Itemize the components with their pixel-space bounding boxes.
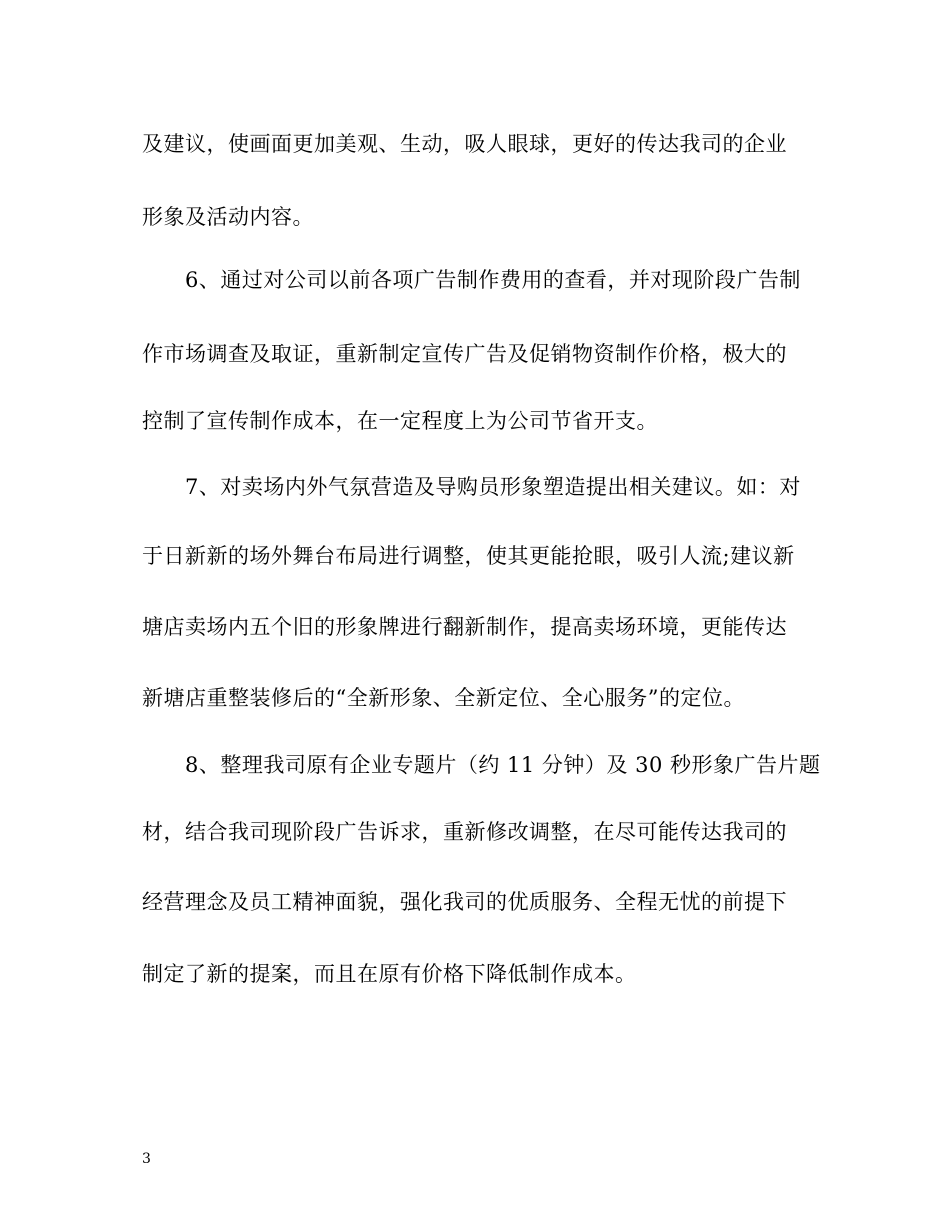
text-line: 及建议，使画面更加美观、生动，吸人眼球，更好的传达我司的企业 [142, 132, 787, 156]
text-line: 8、整理我司原有企业专题片（约 11 分钟）及 30 秒形象广告片题 [185, 753, 821, 777]
page-number: 3 [142, 1151, 151, 1167]
text-line: 控制了宣传制作成本，在一定程度上为公司节省开支。 [142, 409, 658, 433]
text-line: 制定了新的提案，而且在原有价格下降低制作成本。 [142, 962, 637, 986]
text-line: 形象及活动内容。 [142, 205, 314, 229]
text-line: 新塘店重整装修后的“全新形象、全新定位、全心服务”的定位。 [142, 686, 745, 710]
text-line: 材，结合我司现阶段广告诉求，重新修改调整，在尽可能传达我司的 [142, 820, 787, 844]
text-line: 7、对卖场内外气氛营造及导购员形象塑造提出相关建议。如：对 [185, 475, 801, 499]
text-line: 塘店卖场内五个旧的形象牌进行翻新制作，提高卖场环境，更能传达 [142, 615, 787, 639]
text-line: 6、通过对公司以前各项广告制作费用的查看，并对现阶段广告制 [185, 268, 801, 292]
text-line: 经营理念及员工精神面貌，强化我司的优质服务、全程无忧的前提下 [142, 890, 787, 914]
text-line: 作市场调查及取证，重新制定宣传广告及促销物资制作价格，极大的 [142, 342, 787, 366]
text-line: 于日新新的场外舞台布局进行调整，使其更能抢眼，吸引人流;建议新 [142, 544, 795, 568]
